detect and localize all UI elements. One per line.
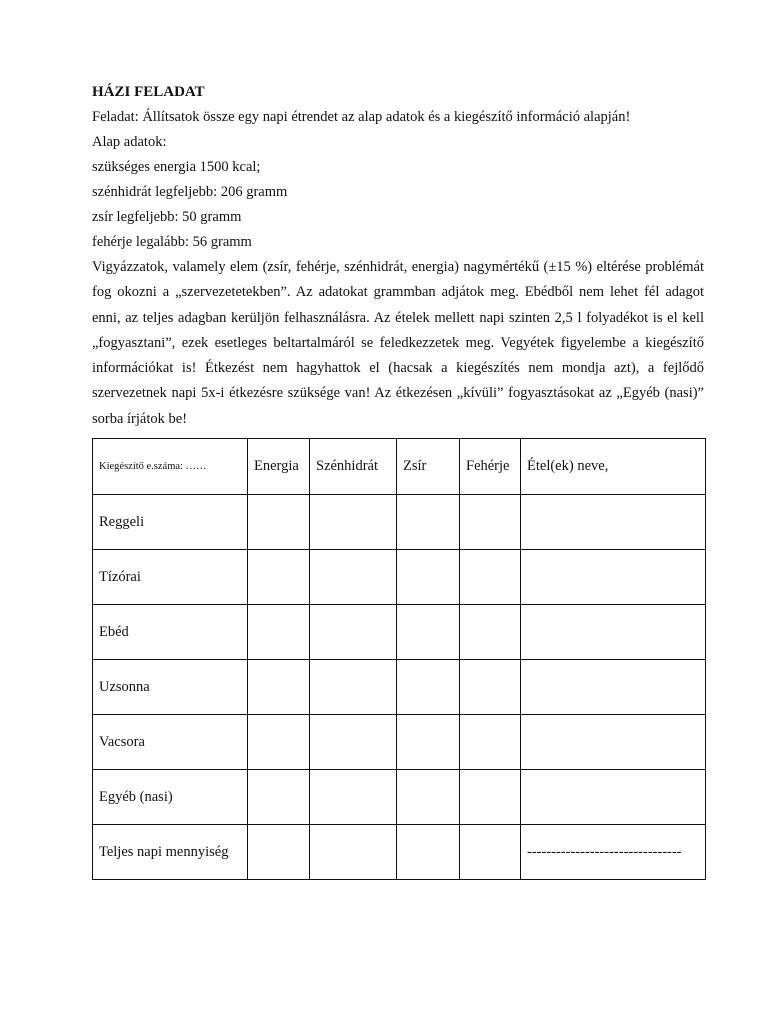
food-cell-dashes: -------------------------------- <box>521 825 706 880</box>
fat-cell[interactable] <box>397 605 460 660</box>
carbs-cell[interactable] <box>310 660 397 715</box>
fat-cell[interactable] <box>397 550 460 605</box>
protein-cell[interactable] <box>460 495 521 550</box>
task-line: Feladat: Állítsatok össze egy napi étrendet az alap adatok és a kiegészítő információ alapján! <box>92 109 631 125</box>
table-row <box>93 715 706 770</box>
row-label: Ebéd <box>93 605 248 660</box>
fat-cell[interactable] <box>397 495 460 550</box>
document-title: HÁZI FELADAT <box>92 84 205 100</box>
protein-cell[interactable] <box>460 770 521 825</box>
carbs-cell[interactable] <box>310 770 397 825</box>
food-cell[interactable] <box>521 550 706 605</box>
carbs-cell[interactable] <box>310 715 397 770</box>
row-label: Tízórai <box>93 550 248 605</box>
table-row <box>93 550 706 605</box>
food-cell[interactable] <box>521 495 706 550</box>
food-cell[interactable] <box>521 715 706 770</box>
table-row <box>93 770 706 825</box>
protein-cell[interactable] <box>460 660 521 715</box>
carbs-cell[interactable] <box>310 825 397 880</box>
header-energy: Energia <box>248 439 310 495</box>
energy-cell[interactable] <box>248 715 310 770</box>
energy-cell[interactable] <box>248 550 310 605</box>
document-body <box>92 80 704 432</box>
header-supplement-number: Kiegészítő e.száma: …… <box>93 439 248 495</box>
base-item-energy: szükséges energia 1500 kcal; <box>92 159 261 175</box>
table-row <box>93 495 706 550</box>
header-fat: Zsír <box>397 439 460 495</box>
energy-cell[interactable] <box>248 825 310 880</box>
header-carbs: Szénhidrát <box>310 439 397 495</box>
fat-cell[interactable] <box>397 825 460 880</box>
row-label: Uzsonna <box>93 660 248 715</box>
instructions-paragraph: Vigyázzatok, valamely elem (zsír, fehérje, szénhidrát, energia) nagymértékű (±15 %) eltérése problémát fog okozni a „szervezetetekben”. Az adatokat grammban adjátok meg. Ebédből nem lehet fél adagot enni, az teljes adagban kerüljön felhasználásra. Az ételek mellett napi szinten 2,5 l folyadékot is el kell „fogyasztani”, ezek esetleges beltartalmáról se feledkezzetek meg. Vegyétek figyelembe a kiegészítő információkat is! Étkezést nem hagyhattok el (hacsak a kiegészítés nem mondja azt), a fejlődő szervezetnek napi 5x-i étkezésre szüksége van! Az étkezésen „kívüli” fogyasztásokat az „Egyéb (nasi)” sorba írjátok be! <box>92 259 704 427</box>
protein-cell[interactable] <box>460 825 521 880</box>
fat-cell[interactable] <box>397 715 460 770</box>
energy-cell[interactable] <box>248 660 310 715</box>
base-item-fat: zsír legfeljebb: 50 gramm <box>92 209 242 225</box>
fat-cell[interactable] <box>397 660 460 715</box>
fat-cell[interactable] <box>397 770 460 825</box>
diet-plan-table <box>92 438 706 880</box>
table-row-total <box>93 825 706 880</box>
carbs-cell[interactable] <box>310 495 397 550</box>
table-row <box>93 660 706 715</box>
protein-cell[interactable] <box>460 715 521 770</box>
header-food-names: Étel(ek) neve, <box>521 439 706 495</box>
food-cell[interactable] <box>521 660 706 715</box>
base-item-protein: fehérje legalább: 56 gramm <box>92 234 252 250</box>
food-cell[interactable] <box>521 770 706 825</box>
row-label: Egyéb (nasi) <box>93 770 248 825</box>
table-header-row <box>93 439 706 495</box>
row-label: Reggeli <box>93 495 248 550</box>
header-protein: Fehérje <box>460 439 521 495</box>
food-cell[interactable] <box>521 605 706 660</box>
table-row <box>93 605 706 660</box>
energy-cell[interactable] <box>248 770 310 825</box>
protein-cell[interactable] <box>460 605 521 660</box>
row-label: Teljes napi mennyiség <box>93 825 248 880</box>
protein-cell[interactable] <box>460 550 521 605</box>
energy-cell[interactable] <box>248 495 310 550</box>
carbs-cell[interactable] <box>310 550 397 605</box>
carbs-cell[interactable] <box>310 605 397 660</box>
energy-cell[interactable] <box>248 605 310 660</box>
base-data-heading: Alap adatok: <box>92 134 167 150</box>
base-item-carbs: szénhidrát legfeljebb: 206 gramm <box>92 184 288 200</box>
row-label: Vacsora <box>93 715 248 770</box>
